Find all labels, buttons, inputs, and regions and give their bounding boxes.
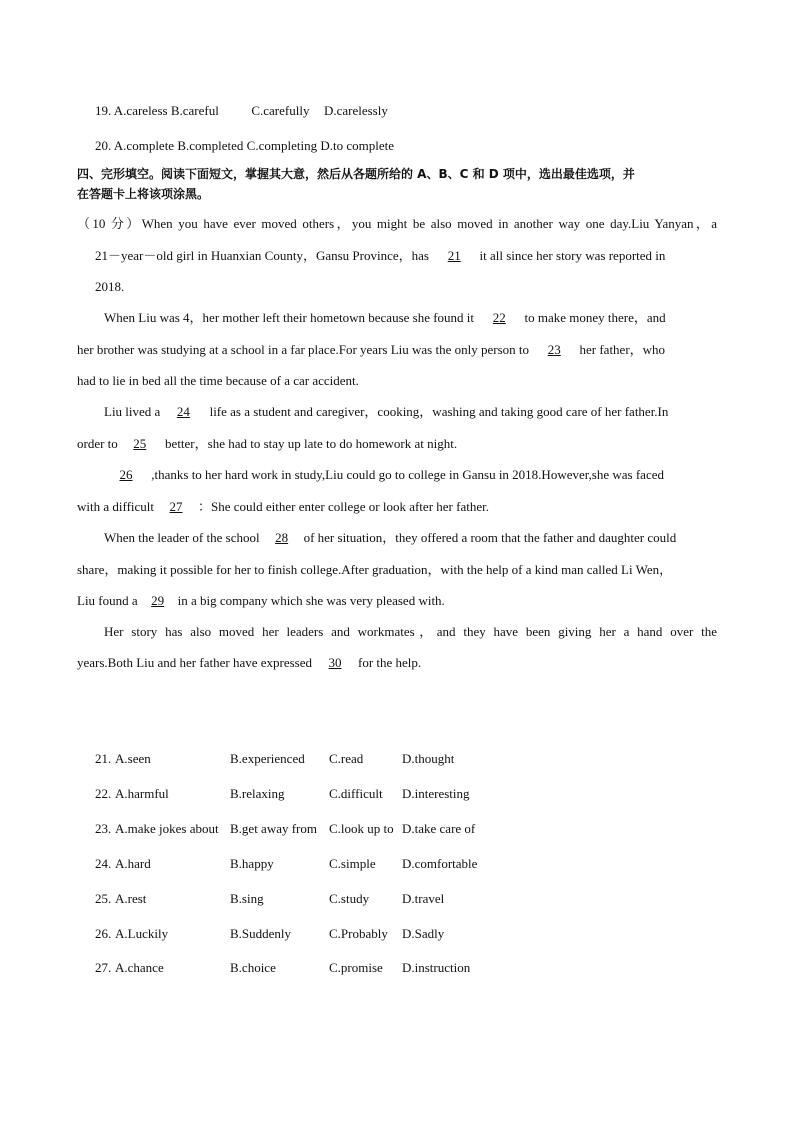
- option-d: D.take care of: [402, 821, 476, 836]
- option-c: C.completing: [246, 138, 318, 153]
- blank-28: 28: [275, 530, 289, 545]
- option-c: C.read: [329, 751, 364, 766]
- option-c: C.promise: [329, 960, 383, 975]
- passage-p3-line1: Liu lived a 24 life as a student and caregiver，cooking，washing and taking good care of her father.In: [104, 404, 669, 419]
- option-a: A.rest: [115, 891, 147, 906]
- option-d: D.Sadly: [402, 926, 445, 941]
- option-d: D.travel: [402, 891, 445, 906]
- passage-p5-line1: When the leader of the school 28 of her situation，they offered a room that the father and daughter could: [104, 530, 677, 545]
- option-c: C.study: [329, 891, 370, 906]
- blank-27: 27: [169, 499, 183, 514]
- blank-23: 23: [547, 342, 561, 357]
- option-b: B.careful: [170, 103, 219, 118]
- passage-p1-line2: 21－year－old girl in Huanxian County，Gansu Province，has 21 it all since her story was reported in: [95, 248, 666, 263]
- option-b: B.Suddenly: [230, 926, 292, 941]
- passage-p2-line1: When Liu was 4，her mother left their hometown because she found it 22 to make money there，and: [104, 310, 666, 325]
- passage-p4-line1: 26 ,thanks to her hard work in study,Liu could go to college in Gansu in 2018.However,she was faced: [104, 467, 664, 483]
- option-b: B.experienced: [230, 751, 305, 766]
- option-b: B.relaxing: [230, 786, 285, 801]
- passage-p1-line1: （10 分）When you have ever moved others，you might be also moved in another way one day.Liu Yanyan，a: [77, 216, 717, 231]
- section-heading-line-2: 在答题卡上将该项涂黑。: [77, 187, 210, 201]
- blank-22: 22: [492, 310, 506, 325]
- option-b: B.choice: [230, 960, 276, 975]
- passage-p1-line3: 2018.: [95, 279, 125, 294]
- section-heading-line-1: 四、完形填空。阅读下面短文，掌握其大意，然后从各题所给的 A、B、C 和 D 项中，选出最佳选项，并: [77, 167, 635, 181]
- blank-24: 24: [176, 404, 190, 419]
- option-a: A.careless: [113, 103, 168, 118]
- option-c: C.simple: [329, 856, 376, 871]
- blank-29: 29: [151, 593, 165, 608]
- option-d: D.comfortable: [402, 856, 478, 871]
- option-c: C.look up to: [329, 821, 394, 836]
- question-number: 20.: [95, 138, 112, 153]
- option-a: A.chance: [115, 960, 164, 975]
- question-number: 19.: [95, 103, 112, 118]
- option-a: A.seen: [115, 751, 151, 766]
- option-b: B.completed: [177, 138, 244, 153]
- option-c: C.difficult: [329, 786, 383, 801]
- option-d: D.to complete: [320, 138, 394, 153]
- option-d: D.carelessly: [323, 103, 388, 118]
- option-c: C.carefully: [251, 103, 310, 118]
- passage-p6-line2: years.Both Liu and her father have expressed 30 for the help.: [77, 655, 422, 670]
- blank-26: 26: [119, 467, 133, 482]
- passage-p5-line3: Liu found a 29 in a big company which she was very pleased with.: [77, 593, 445, 608]
- option-a: A.complete: [113, 138, 175, 153]
- passage-p2-line3: had to lie in bed all the time because of a car accident.: [77, 373, 359, 388]
- option-b: B.sing: [230, 891, 264, 906]
- question-20: [95, 138, 394, 154]
- option-c: C.Probably: [329, 926, 388, 941]
- question-19: [95, 103, 388, 119]
- passage-p6-line1: Her story has also moved her leaders and workmates，and they have been giving her a hand over the: [104, 624, 717, 639]
- blank-30: 30: [328, 655, 342, 670]
- option-a: A.harmful: [115, 786, 169, 801]
- option-b: B.get away from: [230, 821, 318, 836]
- passage-p5-line2: share，making it possible for her to finish college.After graduation，with the help of a kind man called Li Wen，: [77, 562, 673, 577]
- option-a: A.Luckily: [115, 926, 169, 941]
- passage-p3-line2: order to 25 better，she had to stay up late to do homework at night.: [77, 436, 458, 451]
- option-d: D.interesting: [402, 786, 470, 801]
- blank-25: 25: [133, 436, 147, 451]
- passage-p4-line2: with a difficult 27 ：She could either enter college or look after her father.: [77, 499, 489, 514]
- passage-p2-line2: her brother was studying at a school in a far place.For years Liu was the only person to 23 her father，who: [77, 342, 666, 357]
- option-d: D.thought: [402, 751, 455, 766]
- option-d: D.instruction: [402, 960, 471, 975]
- blank-21: 21: [447, 248, 461, 263]
- option-a: A.make jokes about: [115, 821, 219, 836]
- option-a: A.hard: [115, 856, 151, 871]
- option-b: B.happy: [230, 856, 274, 871]
